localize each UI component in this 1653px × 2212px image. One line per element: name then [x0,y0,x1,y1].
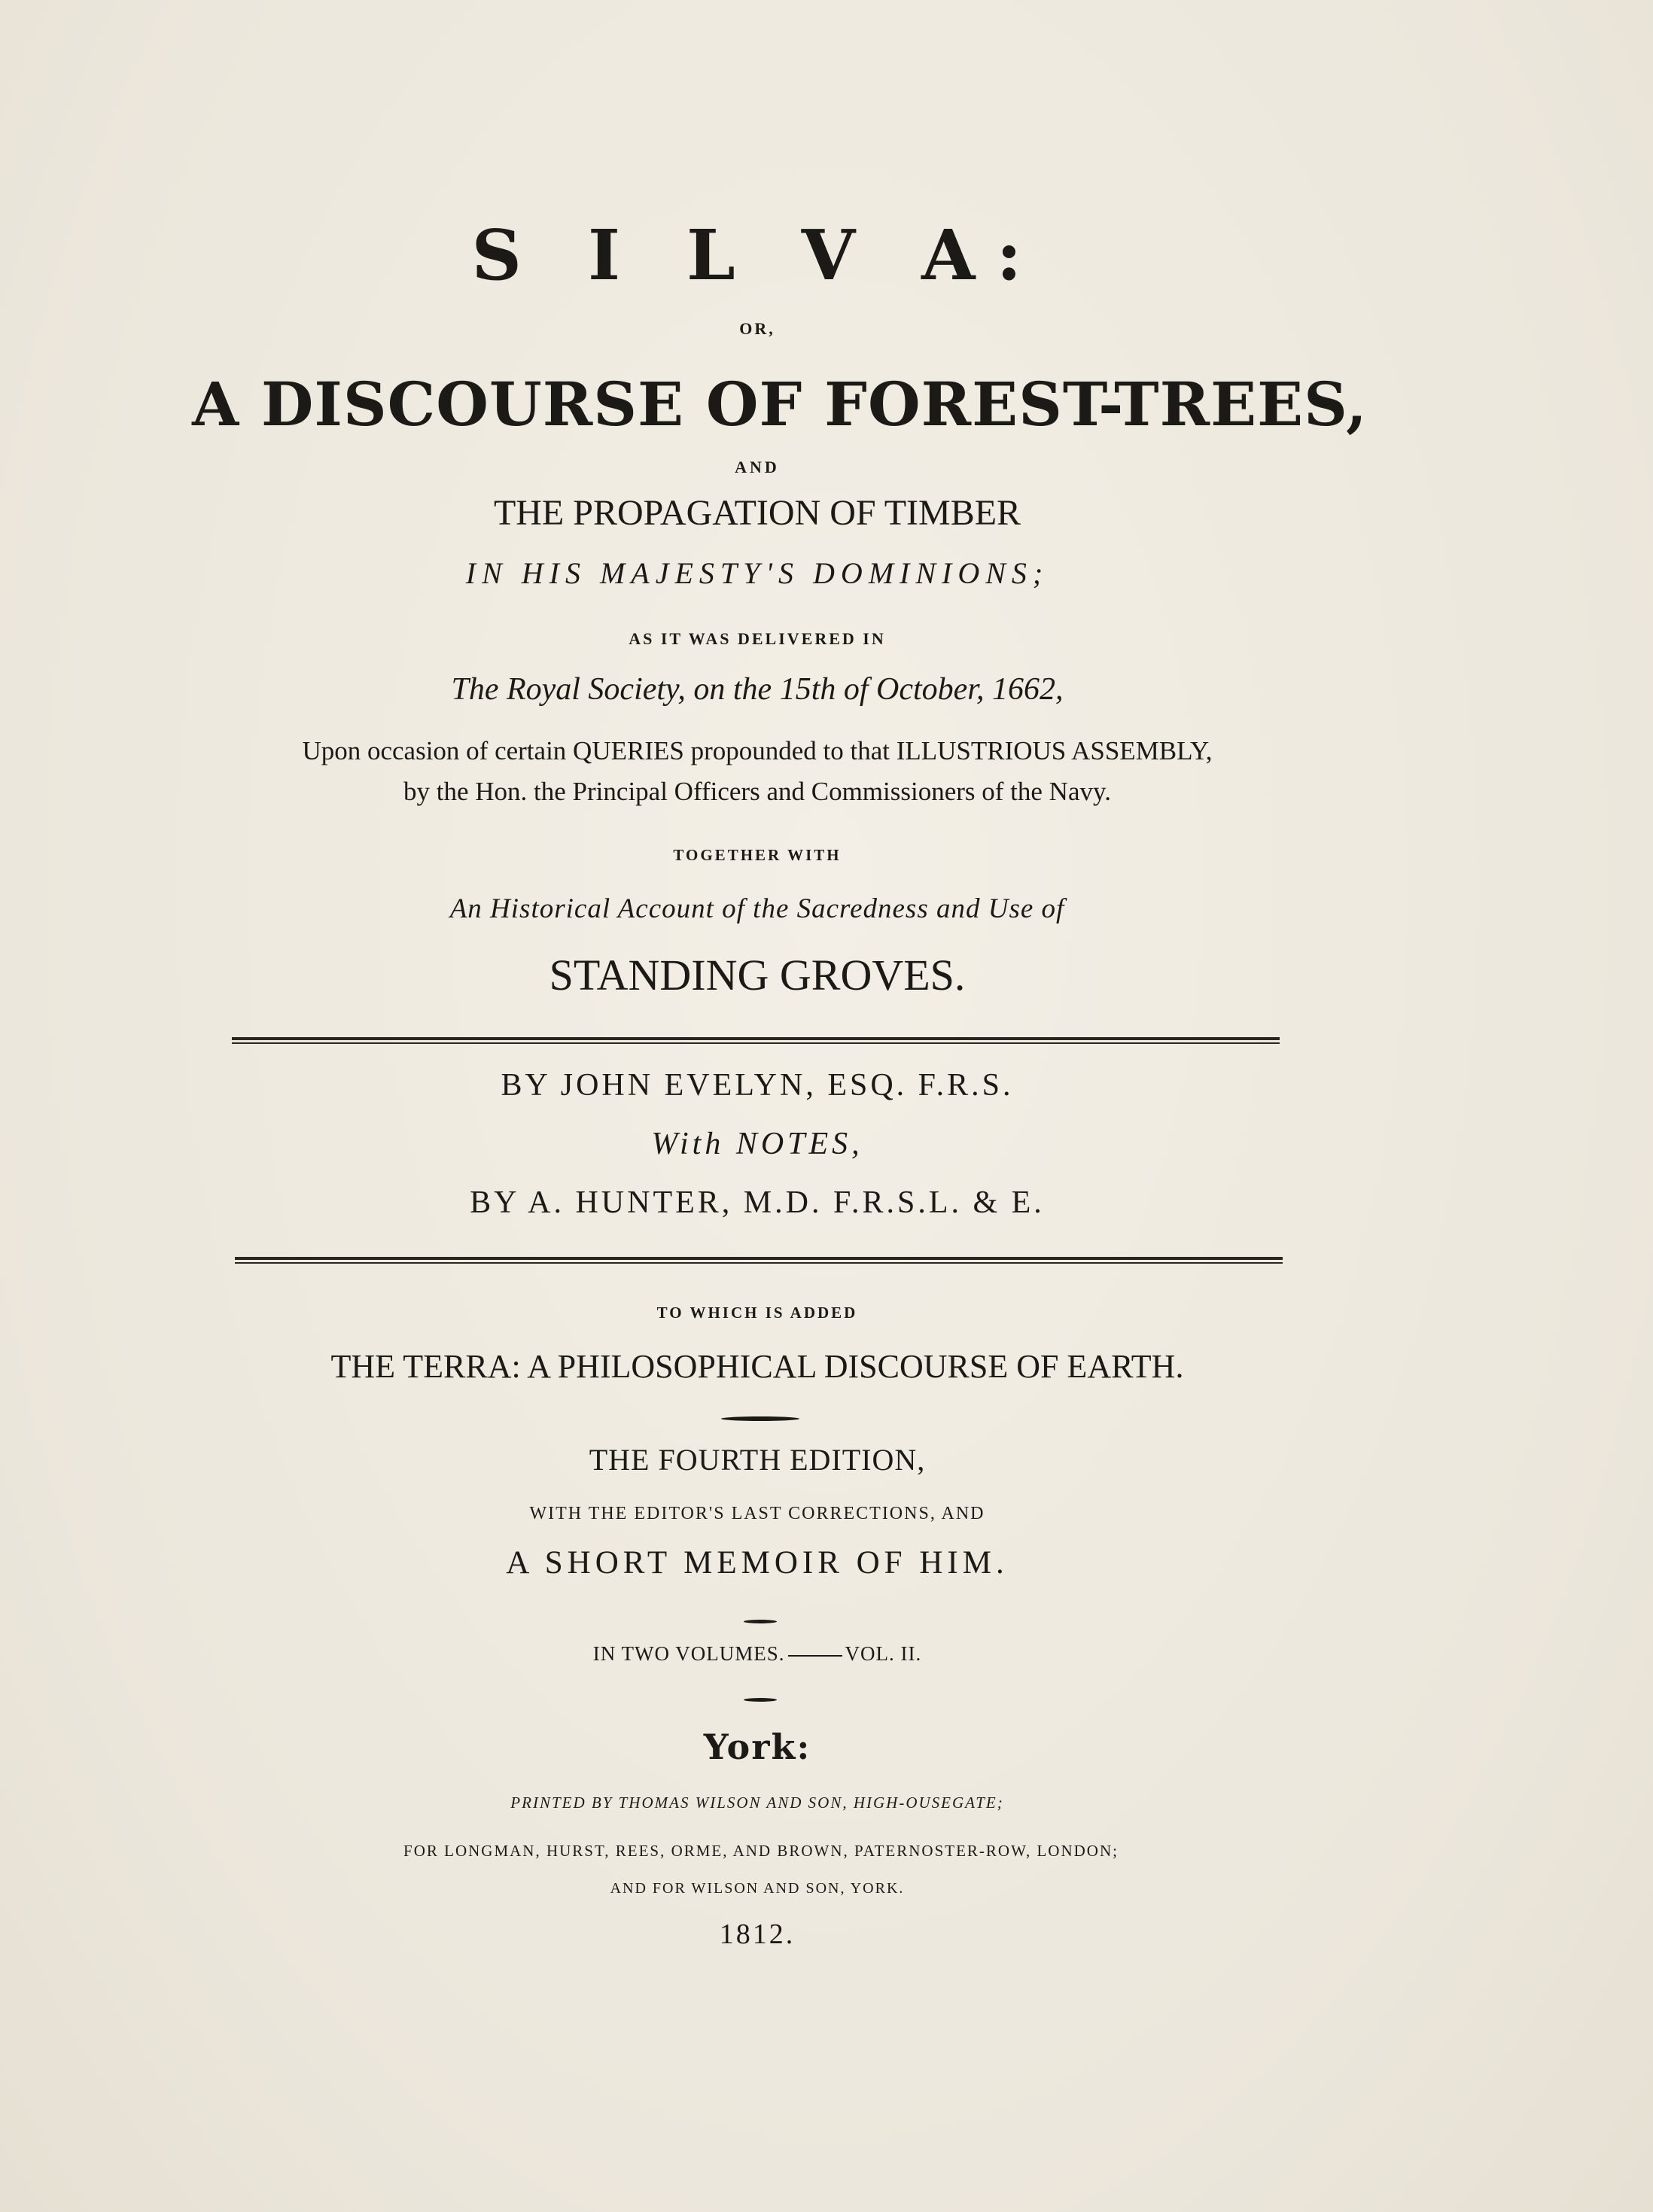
dominions-heading: IN HIS MAJESTY'S DOMINIONS; [465,556,1049,590]
edition-line: THE FOURTH EDITION, [589,1443,926,1477]
volume-number: VOL. II. [845,1642,922,1665]
terra-heading: THE TERRA: A PHILOSOPHICAL DISCOURSE OF EARTH. [330,1348,1184,1385]
publication-year: 1812. [719,1918,796,1950]
ornamental-dash-2 [744,1620,777,1623]
author-line: BY JOHN EVELYN, ESQ. F.R.S. [501,1068,1014,1103]
propagation-heading: THE PROPAGATION OF TIMBER [493,493,1021,533]
double-rule-bottom [235,1257,1283,1264]
imprint-place: York: [703,1727,811,1767]
editor-line: BY A. HUNTER, M.D. F.R.S.L. & E. [470,1185,1045,1220]
volumes-count: IN TWO VOLUMES. [592,1642,785,1665]
historical-account-line: An Historical Account of the Sacredness and Use of [449,893,1065,924]
double-rule-top [232,1037,1280,1044]
royal-society-line: The Royal Society, on the 15th of October, 1662, [451,672,1064,707]
book-subtitle: A DISCOURSE OF FOREST-TREES, [192,369,1368,440]
occasion-line-1: Upon occasion of certain QUERIES propounded to that ILLUSTRIOUS ASSEMBLY, [302,736,1213,765]
publisher-line: FOR LONGMAN, HURST, REES, ORME, AND BROWN, PATERNOSTER-ROW, LONDON; [403,1842,1119,1860]
or-connector: OR, [739,319,775,338]
volumes-separator [788,1655,842,1657]
together-with: TOGETHER WITH [673,846,842,864]
standing-groves-heading: STANDING GROVES. [549,951,966,1000]
ornamental-dash-1 [721,1416,799,1421]
book-title: S I L V A: [471,215,1043,296]
corrections-line: WITH THE EDITOR'S LAST CORRECTIONS, AND [529,1504,985,1523]
bookseller-line: AND FOR WILSON AND SON, YORK. [610,1880,905,1897]
ornamental-dash-3 [744,1698,777,1702]
occasion-line-2: by the Hon. the Principal Officers and Commissioners of the Navy. [403,777,1111,806]
printer-line: PRINTED BY THOMAS WILSON AND SON, HIGH-OUSEGATE; [510,1794,1004,1812]
with-notes-line: With NOTES, [651,1127,863,1161]
delivered-line: AS IT WAS DELIVERED IN [629,629,886,648]
to-which-added: TO WHICH IS ADDED [656,1304,858,1322]
volumes-line [0,1642,1514,1666]
memoir-line: A SHORT MEMOIR OF HIM. [506,1545,1009,1581]
and-connector: AND [735,458,780,476]
